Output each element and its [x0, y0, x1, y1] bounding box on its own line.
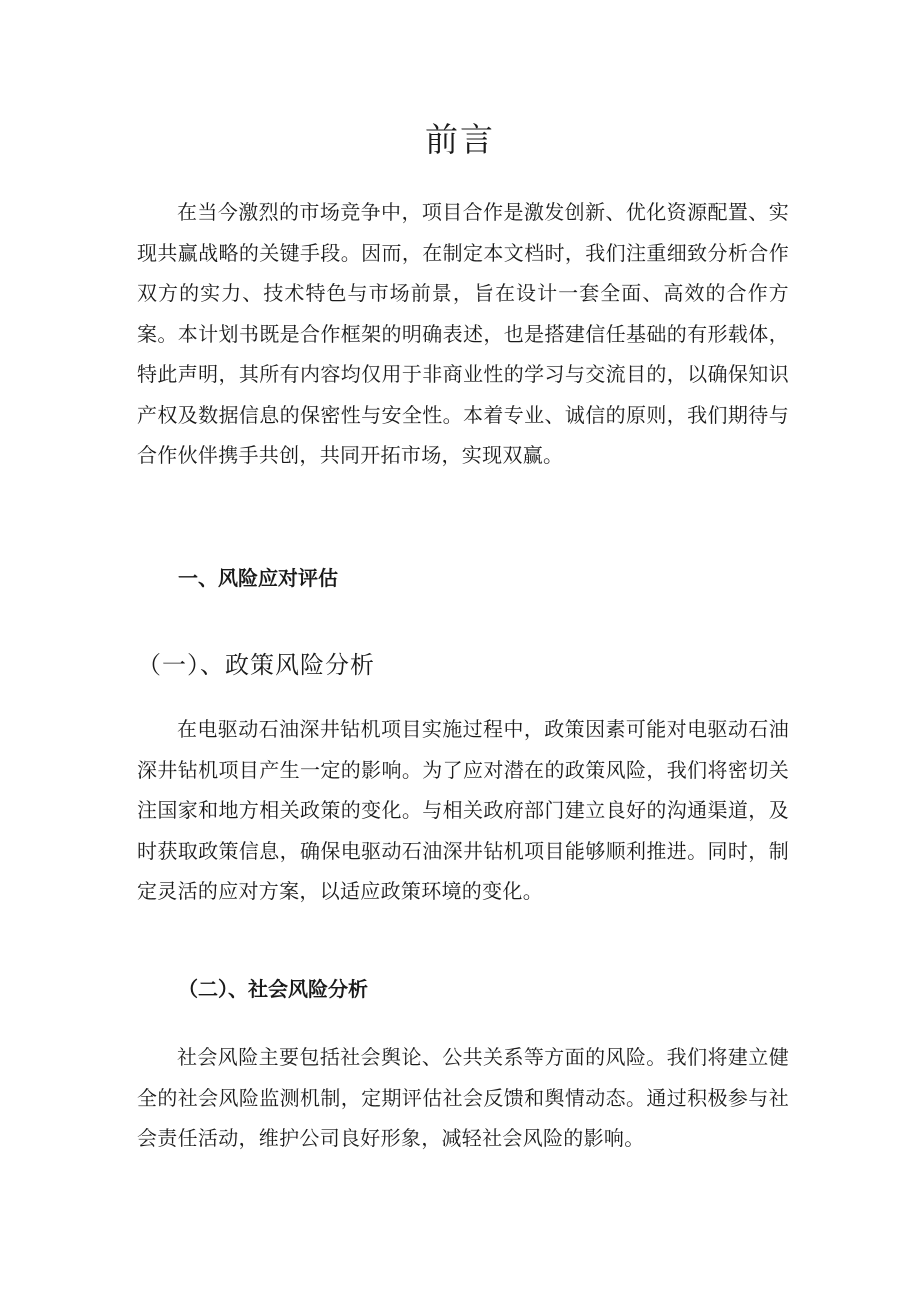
policy-risk-paragraph: 在电驱动石油深井钻机项目实施过程中，政策因素可能对电驱动石油深井钻机项目产生一定的影响。为了应对潜在的政策风险，我们将密切关注国家和地方相关政策的变化。与相关政府部门建立良好的沟通渠道，及时获取政策信息，确保电驱动石油深井钻机项目能够顺利推进。同时，制定灵活的应对方案，以适应政策环境的变化。	[137, 717, 789, 903]
subsection-heading-policy-risk: （一）、政策风险分析	[137, 651, 375, 679]
social-risk-paragraph: 社会风险主要包括社会舆论、公共关系等方面的风险。我们将建立健全的社会风险监测机制，定期评估社会反馈和舆情动态。通过积极参与社会责任活动，维护公司良好形象，减轻社会风险的影响。	[137, 1045, 789, 1150]
subsection-heading-social-risk: （二）、社会风险分析	[178, 977, 368, 1001]
section-heading-risk-assessment: 一、风险应对评估	[178, 566, 338, 590]
page-title: 前言	[425, 120, 495, 159]
intro-paragraph: 在当今激烈的市场竞争中，项目合作是激发创新、优化资源配置、实现共赢战略的关键手段。因而，在制定本文档时，我们注重细致分析合作双方的实力、技术特色与市场前景，旨在设计一套全面、高效的合作方案。本计划书既是合作框架的明确表述，也是搭建信任基础的有形载体，特此声明，其所有内容均仅用于非商业性的学习与交流目的，以确保知识产权及数据信息的保密性与安全性。本着专业、诚信的原则，我们期待与合作伙伴携手共创，共同开拓市场，实现双赢。	[137, 200, 789, 467]
